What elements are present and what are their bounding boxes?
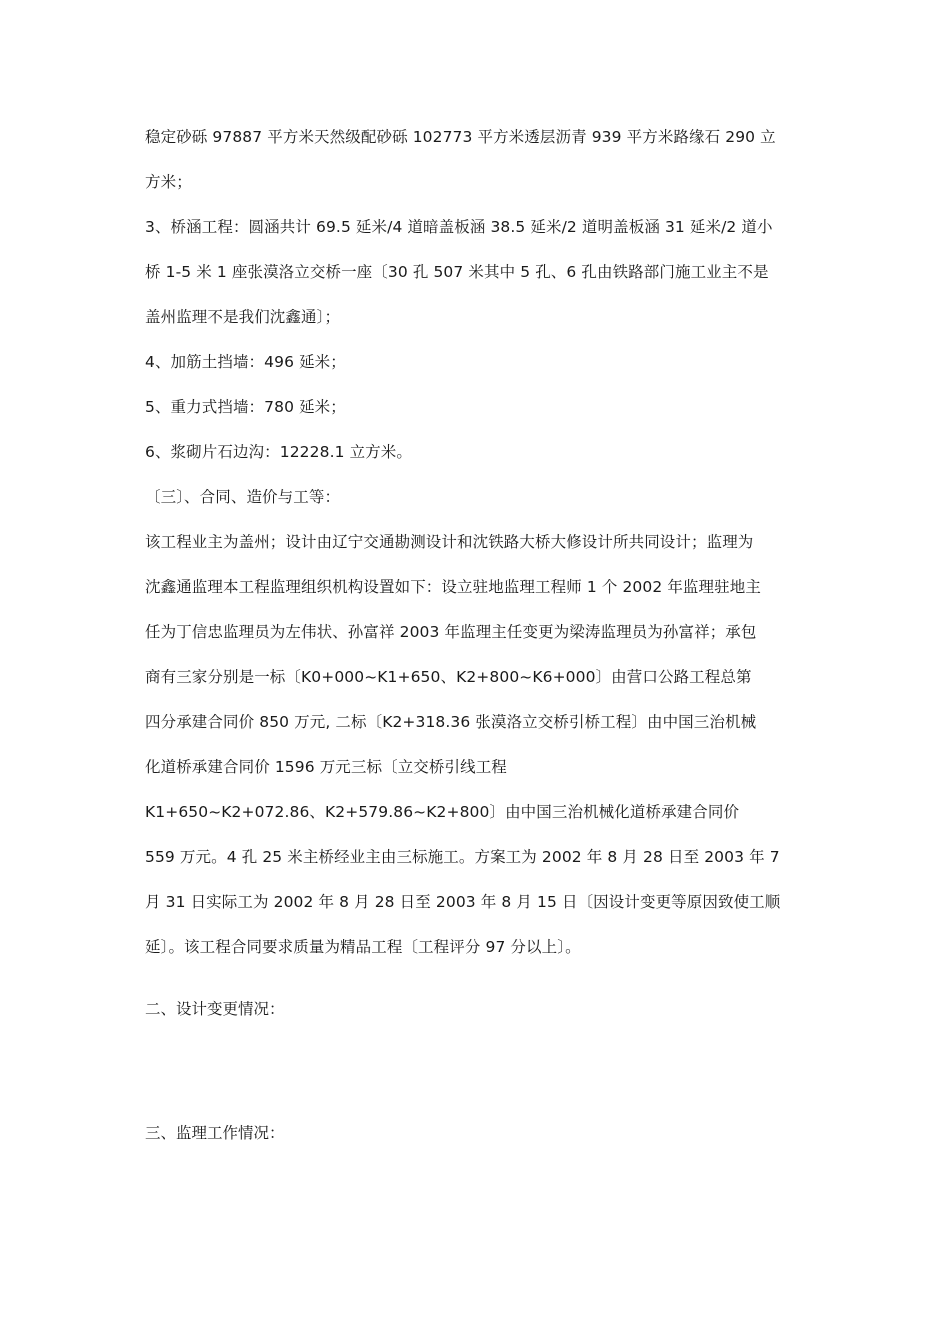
- text-line: 方米；: [145, 173, 192, 191]
- text-line: 559 万元。4 孔 25 米主桥经业主由三标施工。方案工为 2002 年 8 月 28 日至 2003 年 7: [145, 848, 780, 866]
- text-line: K1+650~K2+072.86、K2+579.86~K2+800〕由中国三治机械化道桥承建合同价: [145, 803, 740, 821]
- text-line: 5、重力式挡墙：780 延米；: [145, 398, 346, 416]
- text-line: 四分承建合同价 850 万元, 二标〔K2+318.36 张漠洛立交桥引桥工程〕由中国三治机械: [145, 713, 757, 731]
- text-line: 沈鑫通监理本工程监理组织机构设置如下：设立驻地监理工程师 1 个 2002 年监理驻地主: [145, 578, 761, 596]
- section-heading-supervision-work: 三、监理工作情况：: [145, 1124, 285, 1142]
- text-line: 盖州监理不是我们沈鑫通〕；: [145, 308, 341, 326]
- text-line: 稳定砂砾 97887 平方米天然级配砂砾 102773 平方米透层沥青 939 平方米路缘石 290 立: [145, 128, 776, 146]
- subsection-heading: 〔三〕、合同、造价与工等：: [145, 488, 341, 506]
- text-line: 商有三家分别是一标〔K0+000~K1+650、K2+800~K6+000〕由营口公路工程总第: [145, 668, 752, 686]
- text-line: 延〕。该工程合同要求质量为精品工程〔工程评分 97 分以上〕。: [145, 938, 581, 956]
- section-heading-design-changes: 二、设计变更情况：: [145, 1000, 285, 1018]
- text-line: 化道桥承建合同价 1596 万元三标〔立交桥引线工程: [145, 758, 507, 776]
- text-line: 任为丁信忠监理员为左伟状、孙富祥 2003 年监理主任变更为梁涛监理员为孙富祥；承包: [145, 623, 757, 641]
- text-line: 6、浆砌片石边沟：12228.1 立方米。: [145, 443, 412, 461]
- text-line: 4、加筋土挡墙：496 延米；: [145, 353, 346, 371]
- text-line: 桥 1-5 米 1 座张漠洛立交桥一座〔30 孔 507 米其中 5 孔、6 孔由铁路部门施工业主不是: [145, 263, 769, 281]
- text-line: 月 31 日实际工为 2002 年 8 月 28 日至 2003 年 8 月 15 日〔因设计变更等原因致使工顺: [145, 893, 781, 911]
- text-line: 该工程业主为盖州；设计由辽宁交通勘测设计和沈铁路大桥大修设计所共同设计；监理为: [145, 533, 754, 551]
- text-line: 3、桥涵工程：圆涵共计 69.5 延米/4 道暗盖板涵 38.5 延米/2 道明盖板涵 31 延米/2 道小: [145, 218, 773, 236]
